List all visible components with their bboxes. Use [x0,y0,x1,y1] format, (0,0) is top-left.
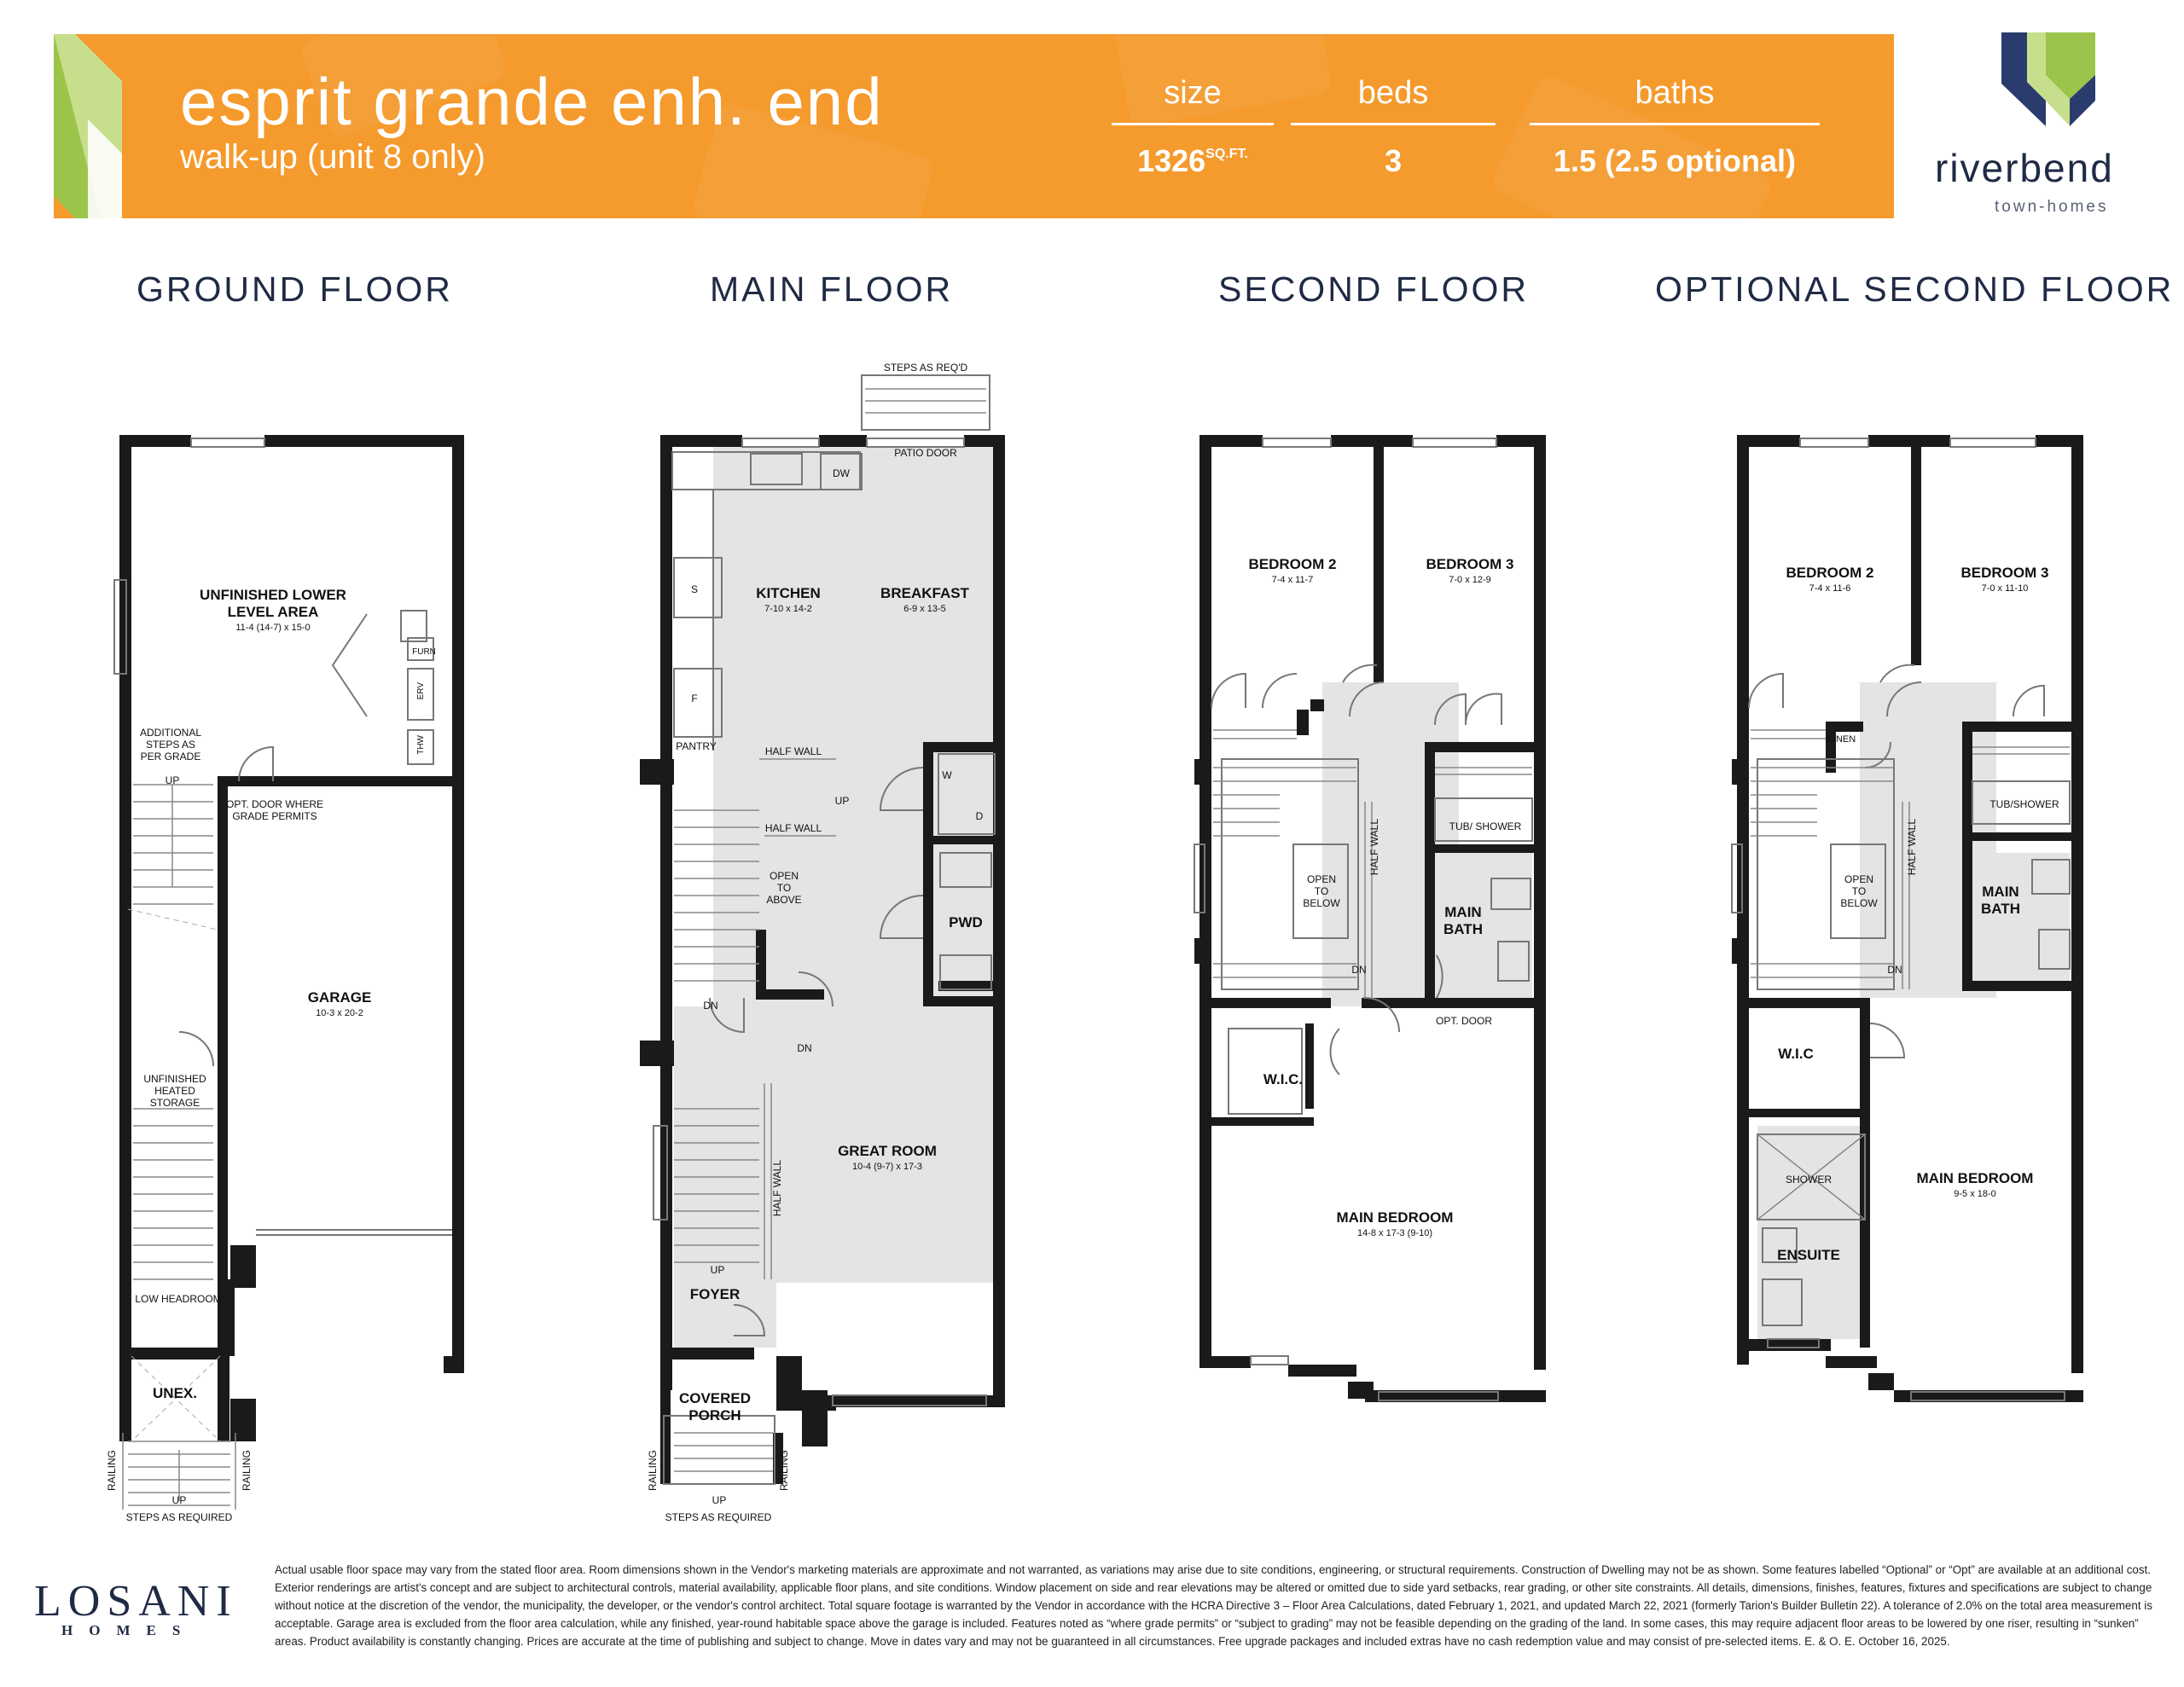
room-great-room: GREAT ROOM 10-4 (9-7) x 17-3 [838,1143,937,1172]
room-bedroom-3: BEDROOM 3 7-0 x 12-9 [1426,556,1514,585]
label-erv: ERV [416,682,426,700]
label-steps-required: STEPS AS REQUIRED [665,1511,772,1523]
label-furn: FURN [412,647,436,657]
size-value: $1326^{SQ.FT.}$ [1137,143,1248,178]
plan-subtitle: walk-up (unit 8 only) [180,138,485,176]
label-half-wall: HALF WALL [1368,819,1380,876]
floor-title-ground: GROUND FLOOR [136,270,453,309]
room-opt-ensuite: ENSUITE [1777,1247,1840,1263]
room-breakfast: BREAKFAST 6-9 x 13-5 [880,585,969,614]
label-dn-2: DN [797,1042,812,1054]
label-thw: THW [416,735,426,755]
disclaimer-text: Actual usable floor space may vary from the stated floor area. Room dimensions shown in the Vendor's marketing materials are approximate and not warranted, as variations may arise due to site conditions, engineering, or structural requirements. Construction of Dwelling may not be as shown. Some features labelled “Optional” or “Opt” are available at an additional cost. Exterior renderings are artist's concept and are subject to architectural controls, material availability, applicable floor plans, and site conditions. Window placement on side and rear elevations may be altered or omitted due to side yard setbacks, rear grading, or other site constraints. All details, dimensions, finishes, features, fixtures and specifications are subject to change without notice at the discretion of the vendor, the municipality, the developer, or the vendor's control architect. Total square footage is warranted by the Vendor in accordance with the HCRA Directive 3 – Floor Area Calculations, dated February 1, 2021, and updated March 22, 2021 (formerly Tarion's Builder Bulletin 22). A tolerance of 2.0% on the total area measurement is acceptable. Garage area is excluded from the floor area calculation, while any finished, year-round habitable space above the garage is included. Features noted as “where grade permits” or “subject to grading” may not be feasible depending on the grading of the land. In some cases, this may require adjacent floor areas to be lowered by one riser, resulting in “sunken” areas. Product availability is constantly changing. Prices are accurate at the time of publishing and subject to change. Move in dates vary and may not be guaranteed in all circumstances. Free upgrade packages and included extras have no cash redemption value and may consist of pre-selected items. E. & O. E. October 16, 2025. [275,1563,2152,1648]
label-linen: LINEN [1827,734,1856,745]
label-d: D [975,810,984,822]
label-railing-right: RAILING [241,1450,253,1492]
label-f: F [691,693,698,704]
baths-value: 1.5 (2.5 optional) [1553,143,1797,178]
label-dn: DN [1351,964,1367,976]
label-half-wall-1: HALF WALL [764,745,822,757]
label-open-below: OPEN TO BELOW [1303,873,1340,909]
label-opt-shower: SHOWER [1786,1174,1832,1186]
room-unfinished-lower: UNFINISHED LOWER LEVEL AREA 11-4 (14-7) x 15-0 [200,587,346,633]
label-half-wall-2: HALF WALL [764,822,822,834]
builder-logo-sub: HOMES [61,1622,197,1638]
label-open-above: OPEN TO ABOVE [766,870,802,906]
label-opt-tub-shower: TUB/SHOWER [1989,798,2059,810]
label-up: UP [834,795,850,807]
label-railing-right: RAILING [778,1450,790,1492]
baths-label: baths [1635,75,1715,111]
label-dn-1: DN [703,1000,718,1012]
brand-tagline: town-homes [1995,198,2109,216]
size-label: size [1164,75,1222,111]
brand-name: riverbend [1935,146,2114,190]
room-opt-main-bath: MAIN BATH [1981,884,2020,917]
label-w: W [942,769,952,781]
label-additional-steps: ADDITIONAL STEPS AS PER GRADE [139,727,201,762]
label-opt-open-below: OPEN TO BELOW [1840,873,1878,909]
room-bedroom-2: BEDROOM 2 7-4 x 11-7 [1248,556,1337,585]
beds-value: 3 [1384,143,1403,178]
room-covered-porch: COVERED PORCH [678,1390,752,1423]
label-storage: UNFINISHED HEATED STORAGE [143,1073,206,1109]
label-opt-door: OPT. DOOR WHERE GRADE PERMITS [225,798,323,822]
room-wic: W.I.C. [1263,1071,1304,1087]
room-main-bath: MAIN BATH [1443,904,1483,937]
beds-label: beds [1357,75,1429,111]
room-opt-wic: W.I.C [1778,1046,1814,1062]
label-up-steps: UP [171,1494,187,1506]
label-opt-half-wall: HALF WALL [1906,819,1918,876]
room-garage: GARAGE 10-3 x 20-2 [307,989,372,1018]
builder-logo: LOSANI [34,1577,238,1626]
label-low-headroom: LOW HEADROOM [135,1293,222,1305]
label-patio-door: PATIO DOOR [894,447,957,459]
label-up: UP [165,774,180,786]
label-tub-shower: TUB/ SHOWER [1449,820,1522,832]
plan-title: esprit grande enh. end [180,64,884,139]
label-railing-left: RAILING [647,1450,659,1492]
room-pwd: PWD [949,914,983,930]
room-main-bedroom: MAIN BEDROOM 14-8 x 17-3 (9-10) [1336,1209,1454,1238]
room-opt-main-bedroom: MAIN BEDROOM 9-5 x 18-0 [1916,1170,2034,1199]
label-opt-door: OPT. DOOR [1435,1015,1492,1027]
label-railing-left: RAILING [106,1450,118,1492]
label-opt-dn: DN [1887,964,1902,976]
label-s: S [690,583,698,595]
room-unex: UNEX. [153,1385,197,1401]
floor-title-optional-second: OPTIONAL SECOND FLOOR [1655,270,2175,309]
label-up-foyer: UP [710,1264,725,1276]
label-pantry: PANTRY [676,740,717,752]
floor-title-second: SECOND FLOOR [1218,270,1530,309]
label-steps-reqd: STEPS AS REQ'D [883,362,968,374]
label-half-wall-3: HALF WALL [771,1160,783,1217]
room-opt-bedroom-3: BEDROOM 3 7-0 x 11-10 [1960,565,2049,594]
label-up-steps: UP [712,1494,727,1506]
label-steps-required: STEPS AS REQUIRED [125,1511,233,1523]
room-foyer: FOYER [689,1286,741,1302]
floor-title-main: MAIN FLOOR [710,270,954,309]
room-opt-bedroom-2: BEDROOM 2 7-4 x 11-6 [1786,565,1874,594]
label-dw: DW [833,467,850,479]
room-kitchen: KITCHEN 7-10 x 14-2 [756,585,821,614]
